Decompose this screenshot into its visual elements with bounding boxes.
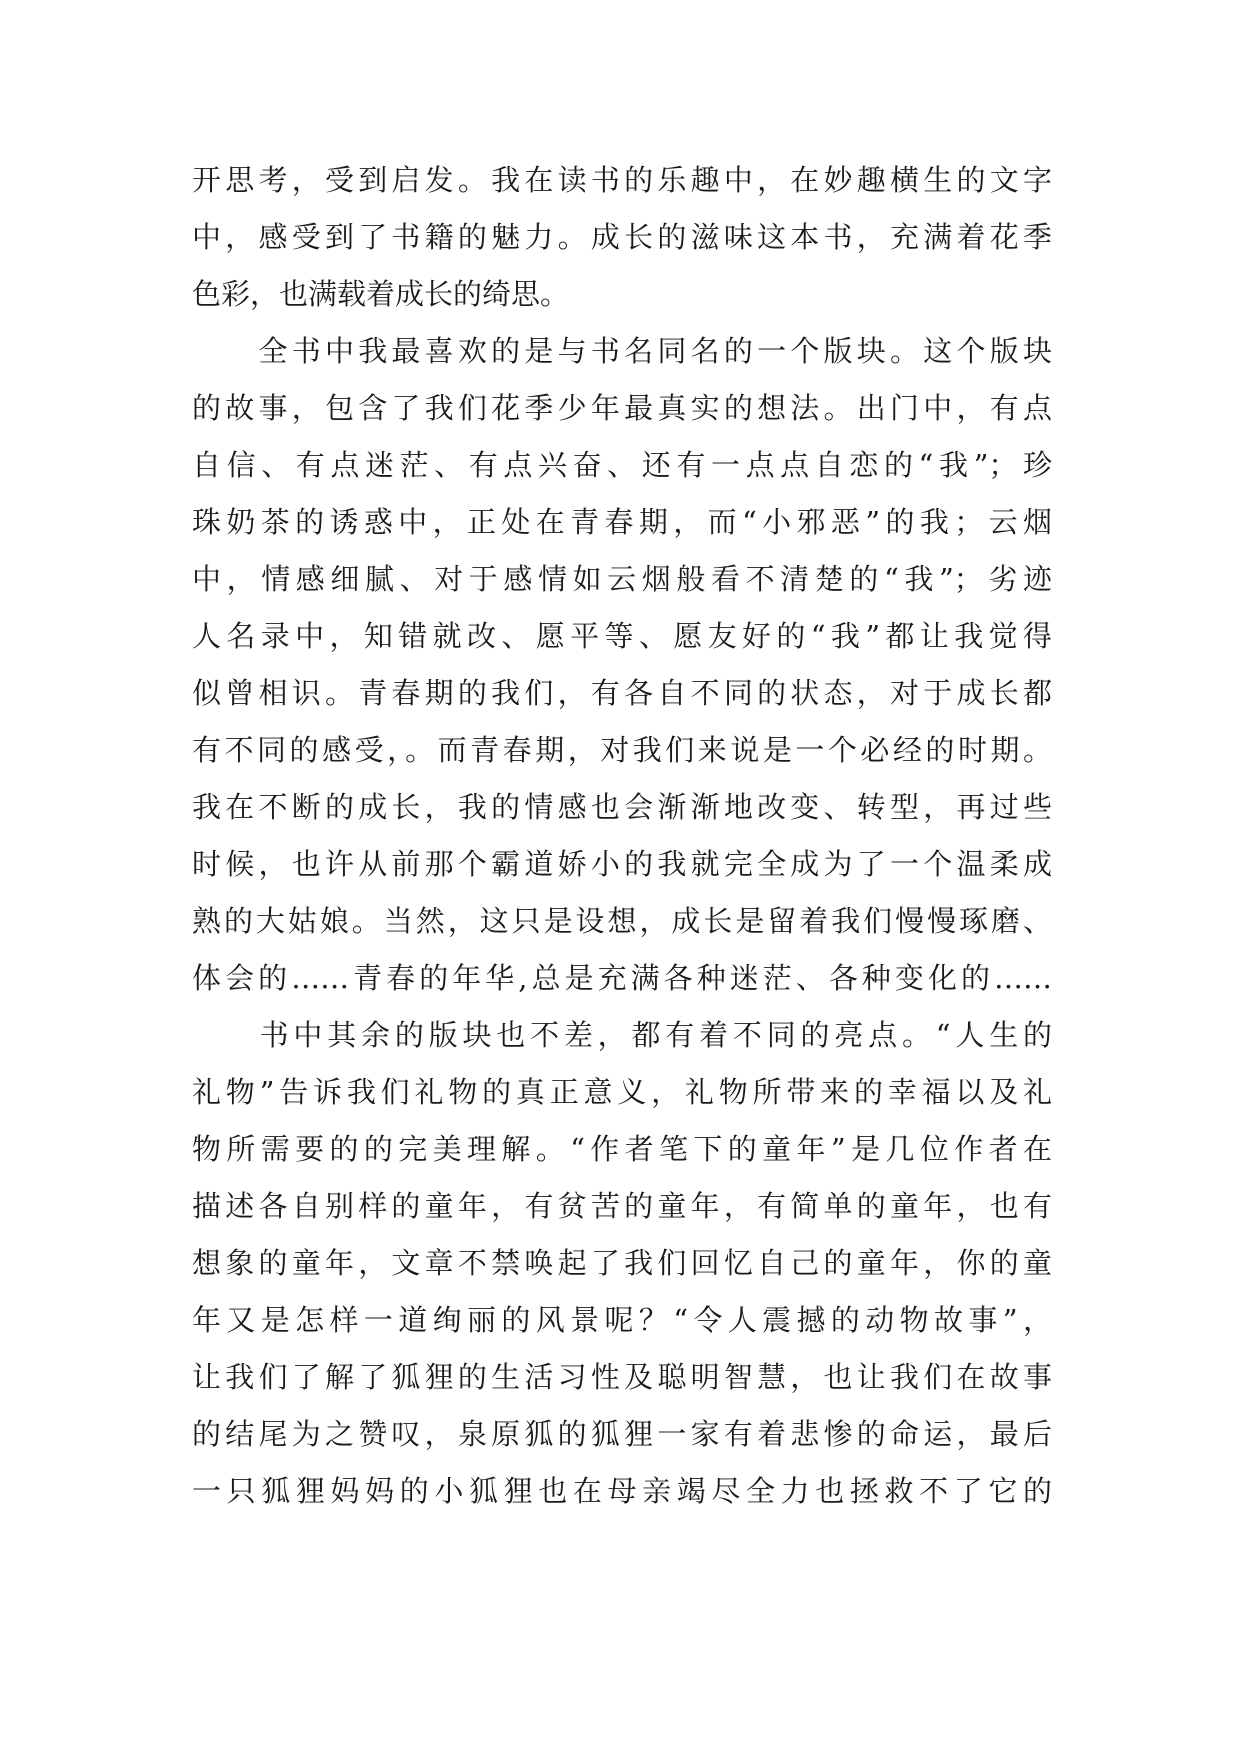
text-line: 中，感受到了书籍的魅力。成长的滋味这本书，充满着花季 xyxy=(192,220,1052,254)
text-line: 熟的大姑娘。当然，这只是设想，成长是留着我们慢慢琢磨、 xyxy=(192,904,1052,938)
text-line: 体会的……青春的年华,总是充满各种迷茫、各种变化的…… xyxy=(192,961,1052,995)
text-line: 让我们了解了狐狸的生活习性及聪明智慧，也让我们在故事 xyxy=(192,1360,1052,1394)
text-line: 时候，也许从前那个霸道娇小的我就完全成为了一个温柔成 xyxy=(192,847,1052,881)
text-line: 礼物”告诉我们礼物的真正意义，礼物所带来的幸福以及礼 xyxy=(192,1075,1052,1109)
text-line: 全书中我最喜欢的是与书名同名的一个版块。这个版块 xyxy=(192,334,1052,368)
text-line: 描述各自别样的童年，有贫苦的童年，有简单的童年，也有 xyxy=(192,1189,1052,1223)
text-line: 似曾相识。青春期的我们，有各自不同的状态，对于成长都 xyxy=(192,676,1052,710)
text-line: 的故事，包含了我们花季少年最真实的想法。出门中，有点 xyxy=(192,391,1052,425)
text-line: 想象的童年，文章不禁唤起了我们回忆自己的童年，你的童 xyxy=(192,1246,1052,1280)
text-line: 物所需要的的完美理解。“作者笔下的童年”是几位作者在 xyxy=(192,1132,1052,1166)
text-line: 珠奶茶的诱惑中，正处在青春期，而“小邪恶”的我；云烟 xyxy=(192,505,1052,539)
text-line: 我在不断的成长，我的情感也会渐渐地改变、转型，再过些 xyxy=(192,790,1052,824)
text-line: 书中其余的版块也不差，都有着不同的亮点。“人生的 xyxy=(192,1018,1052,1052)
text-line: 自信、有点迷茫、有点兴奋、还有一点点自恋的“我”；珍 xyxy=(192,448,1052,482)
text-line: 人名录中，知错就改、愿平等、愿友好的“我”都让我觉得 xyxy=(192,619,1052,653)
text-line: 中，情感细腻、对于感情如云烟般看不清楚的“我”；劣迹 xyxy=(192,562,1052,596)
text-line: 年又是怎样一道绚丽的风景呢？“令人震撼的动物故事”， xyxy=(192,1303,1052,1337)
text-line: 一只狐狸妈妈的小狐狸也在母亲竭尽全力也拯救不了它的 xyxy=(192,1474,1052,1508)
text-line: 的结尾为之赞叹，泉原狐的狐狸一家有着悲惨的命运，最后 xyxy=(192,1417,1052,1451)
body-text xyxy=(192,152,1052,1520)
text-line: 有不同的感受，。而青春期，对我们来说是一个必经的时期。 xyxy=(192,733,1052,767)
text-line: 色彩，也满载着成长的绮思。 xyxy=(192,277,570,311)
text-line: 开思考，受到启发。我在读书的乐趣中，在妙趣横生的文字 xyxy=(192,163,1052,197)
